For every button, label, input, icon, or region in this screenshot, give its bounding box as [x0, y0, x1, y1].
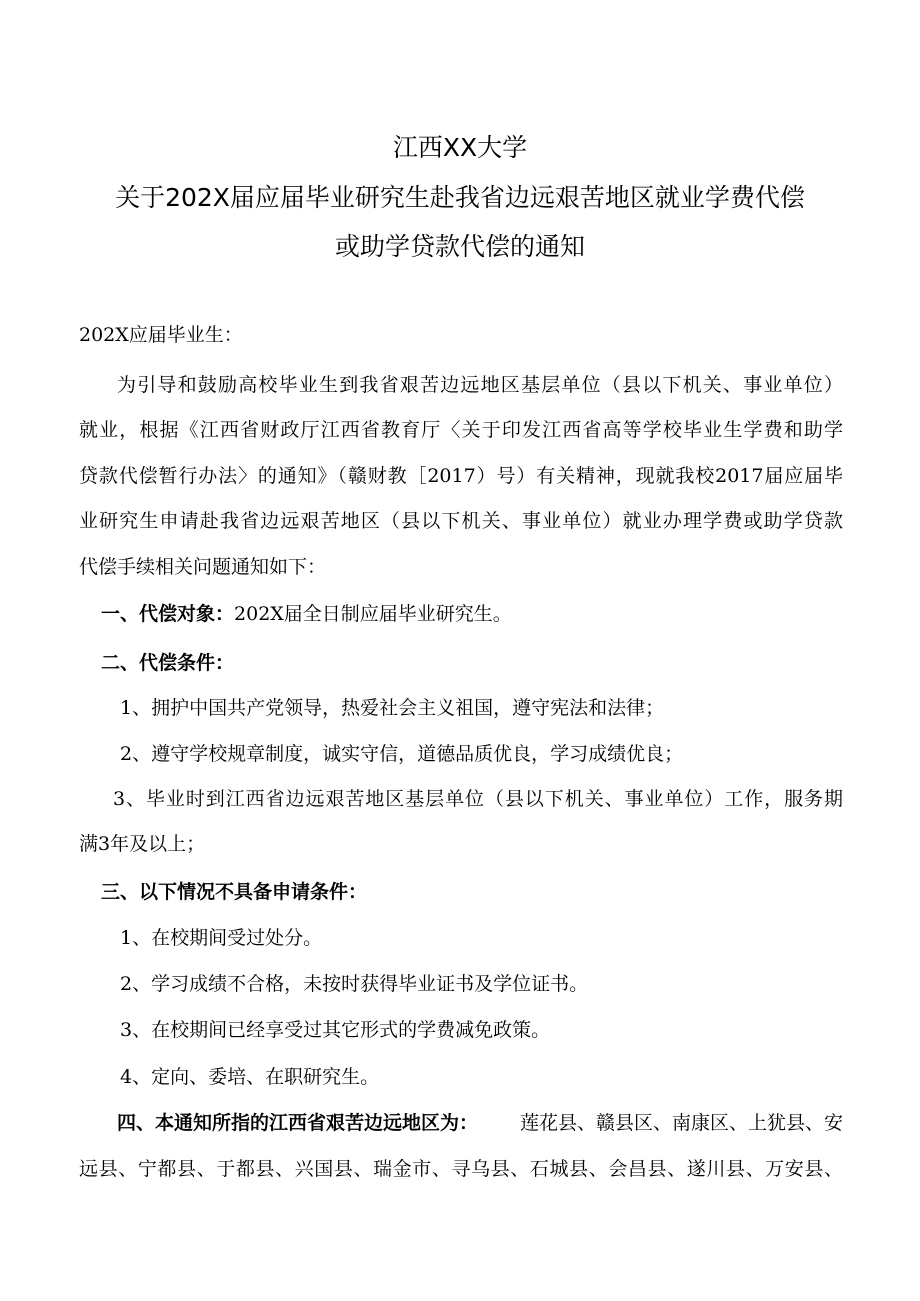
section-2-item-3-line-1: 3、毕业时到江西省边远艰苦地区基层单位（县以下机关、事业单位）工作，服务期 — [113, 788, 843, 810]
section-1 — [101, 601, 512, 627]
section-2-item-3-line-2: 满3年及以上； — [79, 833, 206, 855]
section-4-line-1 — [117, 1110, 843, 1136]
intro-line-3: 贷款代偿暂行办法〉的通知》（赣财教［2017）号）有关精神，现就我校2017届应届毕 — [79, 465, 843, 487]
section-3-item-1: 1、在校期间受过处分。 — [120, 927, 323, 949]
section-2-item-1: 1、拥护中国共产党领导，热爱社会主义祖国，遵守宪法和法律； — [120, 697, 665, 719]
section-4-text-line-2: 远县、宁都县、于都县、兴国县、瑞金市、寻乌县、石城县、会昌县、遂川县、万安县、 — [79, 1158, 843, 1180]
section-4-text-line-1: 莲花县、赣县区、南康区、上犹县、安 — [519, 1112, 843, 1134]
section-3-heading: 三、以下情况不具备申请条件： — [101, 881, 368, 903]
document-title-university: 江西XX大学 — [392, 133, 528, 162]
salutation: 202X应届毕业生： — [79, 324, 243, 346]
section-1-text: 202X届全日制应届毕业研究生。 — [234, 603, 512, 625]
intro-line-4: 业研究生申请赴我省边远艰苦地区（县以下机关、事业单位）就业办理学费或助学贷款 — [79, 510, 843, 532]
section-4-heading: 四、本通知所指的江西省艰苦边远地区为： — [117, 1112, 479, 1134]
section-2-heading: 二、代偿条件： — [101, 652, 235, 674]
section-3-item-4: 4、定向、委培、在职研究生。 — [120, 1066, 380, 1088]
section-3-item-3: 3、在校期间已经享受过其它形式的学费减免政策。 — [120, 1019, 551, 1041]
section-3-item-2: 2、学习成绩不合格，未按时获得毕业证书及学位证书。 — [120, 973, 589, 995]
intro-line-1: 为引导和鼓励高校毕业生到我省艰苦边远地区基层单位（县以下机关、事业单位） — [117, 374, 843, 396]
intro-line-2: 就业，根据《江西省财政厅江西省教育厅〈关于印发江西省高等学校毕业生学费和助学 — [79, 419, 843, 441]
section-1-heading: 一、代偿对象： — [101, 603, 235, 625]
document-title-line-2: 关于202X届应届毕业研究生赴我省边远艰苦地区就业学费代偿 — [115, 183, 805, 212]
intro-line-5: 代偿手续相关问题通知如下： — [79, 556, 327, 578]
document-title-line-3: 或助学贷款代偿的通知 — [334, 232, 585, 261]
section-2-item-2: 2、遵守学校规章制度，诚实守信，道德品质优良，学习成绩优良； — [120, 743, 684, 765]
